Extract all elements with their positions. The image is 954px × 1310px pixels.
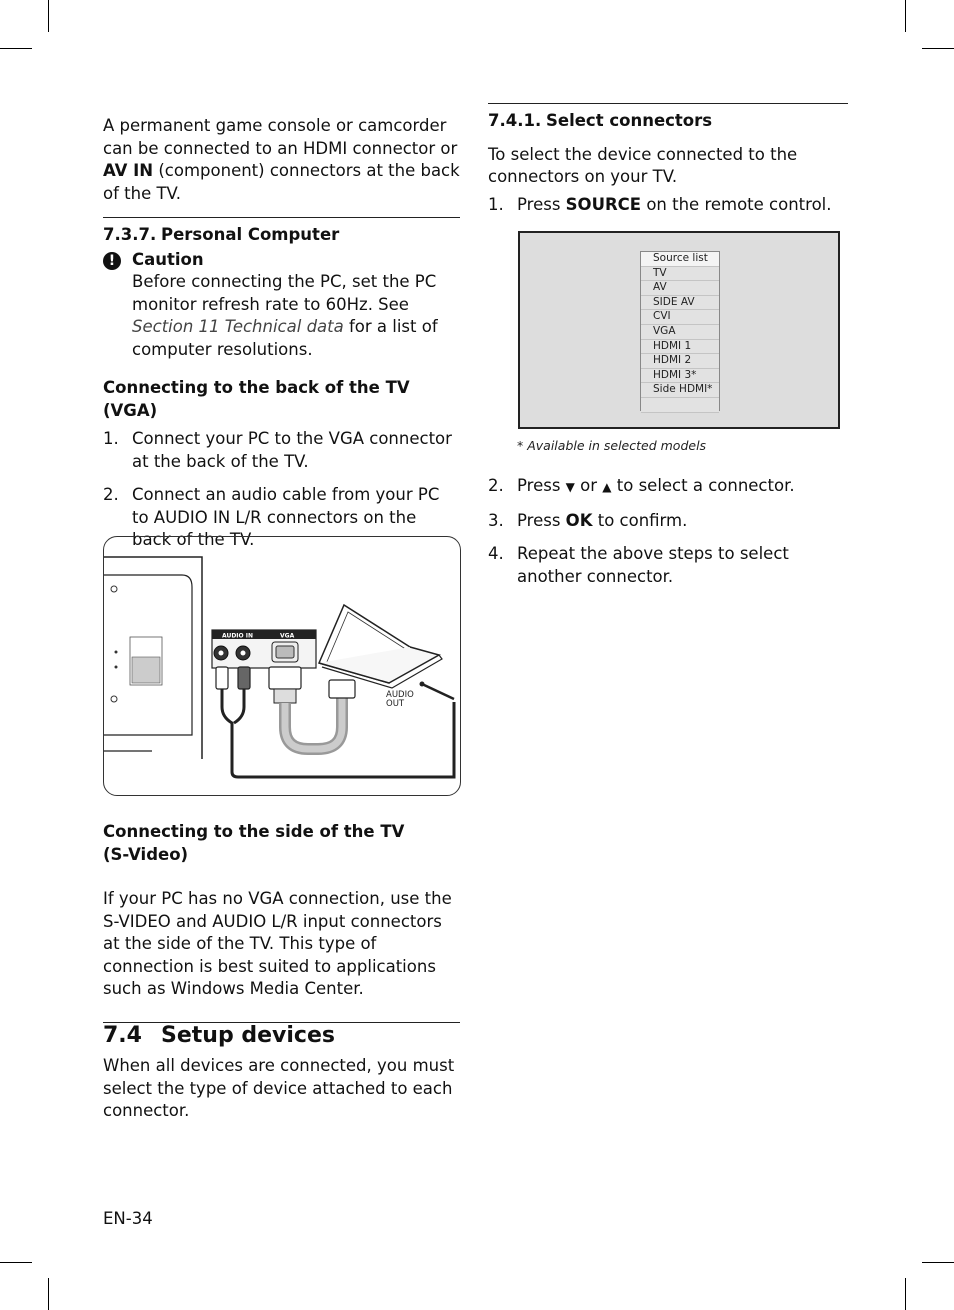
vga-steps bbox=[103, 428, 460, 552]
source-list-empty-row bbox=[641, 398, 719, 413]
svideo-heading: Connecting to the side of the TV (S-Video) bbox=[103, 822, 405, 864]
audio-in-label: AUDIO IN bbox=[222, 632, 253, 640]
list-item: 1. Press SOURCE on the remote control. bbox=[488, 194, 832, 214]
select-steps-continued bbox=[488, 475, 848, 588]
source-list-item: CVI bbox=[641, 310, 719, 325]
caution-icon: ! bbox=[103, 252, 121, 270]
left-column bbox=[103, 115, 460, 552]
left-column-lower bbox=[103, 821, 460, 1123]
availability-note: * Available in selected models bbox=[517, 438, 707, 453]
list-item: 3. Press OK to confirm. bbox=[488, 510, 688, 530]
source-list-item: SIDE AV bbox=[641, 296, 719, 311]
select-connectors-intro: To select the device connected to the connectors on your TV. bbox=[488, 144, 798, 186]
crop-mark bbox=[922, 1262, 954, 1263]
section-link: Section 11 Technical data bbox=[132, 317, 344, 336]
right-column-lower bbox=[488, 475, 848, 588]
vga-heading: Connecting to the back of the TV (VGA) bbox=[103, 378, 410, 420]
crop-mark bbox=[922, 48, 954, 49]
page-number: EN-34 bbox=[103, 1209, 153, 1228]
source-list-item: VGA bbox=[641, 325, 719, 340]
caution-text: Before connecting the PC, set the PC monitor refresh rate to 60Hz. See Section 11 Technical data for a list of computer resolutions. bbox=[132, 272, 438, 359]
crop-mark bbox=[905, 1278, 906, 1310]
source-list-item: HDMI 1 bbox=[641, 340, 719, 355]
source-list-menu bbox=[640, 251, 720, 411]
right-column bbox=[488, 103, 848, 216]
list-item: 1. Connect your PC to the VGA connector at the back of the TV. bbox=[103, 429, 452, 471]
crop-mark bbox=[905, 0, 906, 32]
caution-block bbox=[103, 249, 460, 362]
vga-connection-figure bbox=[103, 536, 461, 796]
setup-devices-paragraph: When all devices are connected, you must select the type of device attached to each connector. bbox=[103, 1056, 455, 1120]
section-7-4-heading: 7.4 Setup devices bbox=[103, 1022, 335, 1048]
up-arrow-icon: ▲ bbox=[602, 480, 612, 494]
crop-mark bbox=[48, 1278, 49, 1310]
intro-paragraph: A permanent game console or camcorder can be connected to an HDMI connector or AV IN (component) connectors at the back of the TV. bbox=[103, 116, 460, 203]
section-rule bbox=[488, 103, 848, 133]
list-item: 4. Repeat the above steps to select another connector. bbox=[488, 544, 789, 586]
source-key: SOURCE bbox=[565, 194, 642, 214]
list-item: 2. Connect an audio cable from your PC to AUDIO IN L/R connectors on the back of the TV. bbox=[103, 485, 440, 549]
source-list-item: HDMI 3* bbox=[641, 369, 719, 384]
audio-out-label-2: OUT bbox=[386, 699, 405, 709]
crop-mark bbox=[48, 0, 49, 32]
select-steps bbox=[488, 194, 848, 217]
section-7-4-1-heading: 7.4.1. Select connectors bbox=[488, 111, 713, 130]
vga-connection-illustration bbox=[104, 537, 460, 795]
svideo-paragraph: If your PC has no VGA connection, use the S-VIDEO and AUDIO L/R input connectors at the side of the TV. This type of connection is best suited to applications such as Windows Media Center. bbox=[103, 889, 452, 998]
audio-out-label: AUDIO bbox=[386, 690, 414, 700]
source-list-item: AV bbox=[641, 281, 719, 296]
source-list-title: Source list bbox=[641, 252, 719, 267]
caution-title: Caution bbox=[132, 249, 204, 269]
crop-mark bbox=[0, 1262, 32, 1263]
section-7-3-7-heading: 7.3.7. Personal Computer bbox=[103, 225, 340, 244]
crop-mark bbox=[0, 48, 32, 49]
vga-label: VGA bbox=[280, 632, 295, 640]
tv-screen-figure bbox=[518, 231, 840, 429]
source-list-item: HDMI 2 bbox=[641, 354, 719, 369]
ok-key: OK bbox=[565, 510, 593, 530]
source-list-item: TV bbox=[641, 267, 719, 282]
section-rule bbox=[103, 217, 460, 247]
section-rule bbox=[103, 1022, 460, 1048]
list-item: 2. Press ▼ or ▲ to select a connector. bbox=[488, 476, 795, 495]
down-arrow-icon: ▼ bbox=[565, 480, 575, 494]
source-list-item: Side HDMI* bbox=[641, 383, 719, 398]
